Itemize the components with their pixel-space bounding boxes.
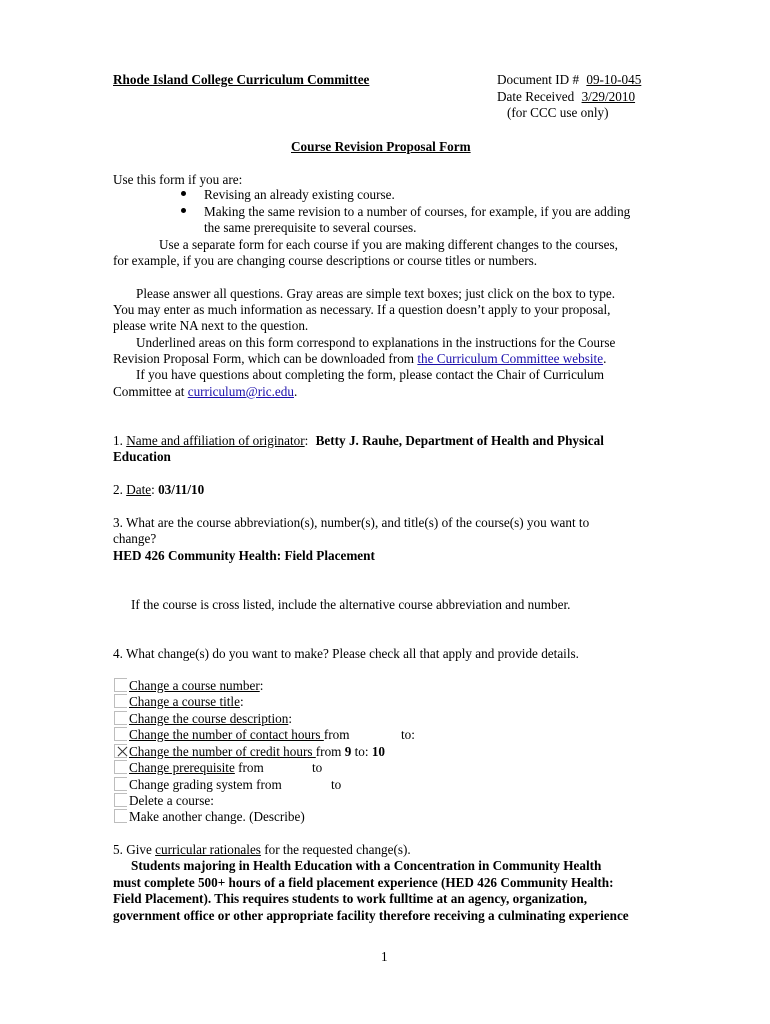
change-description-checkbox[interactable] [114,711,127,725]
separate-form-line2: for example, if you are changing course descriptions or course titles or numbers. [113,253,538,268]
change-title-checkbox[interactable] [114,694,127,708]
change-number-checkbox[interactable] [114,678,127,692]
use-if-text: Use this form if you are: [113,172,243,187]
rationale-line1[interactable]: Students majoring in Health Education with a Concentration in Community Health [131,858,602,873]
rationale-line2[interactable]: must complete 500+ hours of a field placement experience (HED 426 Community Health: [113,875,614,890]
instructions-p1-line2: You may enter as much information as necessary. If a question doesn’t apply to your proposal, [113,302,611,317]
contact-hours-to: to: [401,727,415,742]
delete-course-checkbox[interactable] [114,793,127,807]
separate-form-line1: Use a separate form for each course if you are making different changes to the courses, [159,237,618,252]
document-id: Document ID # 09-10-045 [497,72,642,87]
instructions-p3-line1: If you have questions about completing the form, please contact the Chair of Curriculum [136,367,605,382]
date-received-value[interactable]: 3/29/2010 [581,89,636,104]
question-4: 4. What change(s) do you want to make? Please check all that apply and provide details. [113,646,579,661]
change-contact-hours-checkbox[interactable] [114,727,127,741]
change-grading-checkbox[interactable] [114,777,127,791]
bullet-icon [181,191,186,196]
grading-to: to [331,777,342,792]
curriculum-email-link[interactable]: curriculum@ric.edu [187,384,294,399]
instructions-p3-line2: Committee at curriculum@ric.edu. [113,384,298,399]
change-description-label: Change the course description: [129,711,292,726]
another-change-checkbox[interactable] [114,809,127,823]
committee-title: Rhode Island College Curriculum Committee [113,72,370,87]
bullet-icon [181,208,186,213]
question-3-line2: change? [113,531,157,546]
change-contact-hours-label: Change the number of contact hours from [129,727,350,742]
document-id-value[interactable]: 09-10-045 [586,72,642,87]
page-number: 1 [381,949,388,964]
change-prerequisite-label: Change prerequisite from [129,760,264,775]
bullet-item-2-line2: the same prerequisite to several courses. [204,220,417,235]
ccc-note: (for CCC use only) [507,105,609,120]
instructions-p1-line3: please write NA next to the question. [113,318,309,333]
cross-listed-prompt: If the course is cross listed, include the alternative course abbreviation and number. [131,597,571,612]
bullet-item-1: Revising an already existing course. [204,187,395,202]
course-answer[interactable]: HED 426 Community Health: Field Placement [113,548,375,563]
change-credit-hours-checkbox[interactable] [114,744,127,758]
another-change-label: Make another change. (Describe) [129,809,305,824]
question-3-line1: 3. What are the course abbreviation(s), number(s), and title(s) of the course(s) you want to [113,515,590,530]
date-answer[interactable]: 03/11/10 [158,482,205,497]
rationale-line4[interactable]: government office or other appropriate facility therefore receiving a culminating experience [113,908,629,923]
instructions-p2-line2: Revision Proposal Form, which can be downloaded from the Curriculum Committee website. [113,351,607,366]
originator-answer[interactable]: Betty J. Rauhe, Department of Health and Physical [315,433,604,448]
delete-course-label: Delete a course: [129,793,214,808]
form-title: Course Revision Proposal Form [291,139,471,154]
instructions-p2-line1: Underlined areas on this form correspond to explanations in the instructions for the Course [136,335,616,350]
change-credit-hours-label: Change the number of credit hours from 9 to: 10 [129,744,386,759]
curriculum-website-link[interactable]: the Curriculum Committee website [417,351,604,366]
rationale-line3[interactable]: Field Placement). This requires students to work fulltime at an agency, organization, [113,891,588,906]
change-prerequisite-checkbox[interactable] [114,760,127,774]
question-5: 5. Give curricular rationales for the requested change(s). [113,842,411,857]
instructions-p1-line1: Please answer all questions. Gray areas are simple text boxes; just click on the box to type. [136,286,616,301]
credit-to-value[interactable]: 10 [371,744,386,759]
bullet-item-2-line1: Making the same revision to a number of courses, for example, if you are adding [204,204,631,219]
originator-answer-line2[interactable]: Education [113,449,171,464]
change-grading-label: Change grading system from [129,777,282,792]
date-received: Date Received 3/29/2010 [497,89,636,104]
prerequisite-to: to [312,760,323,775]
change-title-label: Change a course title: [129,694,244,709]
credit-from-value[interactable]: 9 [344,744,352,759]
change-number-label: Change a course number: [129,678,264,693]
question-1: 1. Name and affiliation of originator: Betty J. Rauhe, Department of Health and Physical [113,433,604,448]
question-2: 2. Date: 03/11/10 [113,482,205,497]
